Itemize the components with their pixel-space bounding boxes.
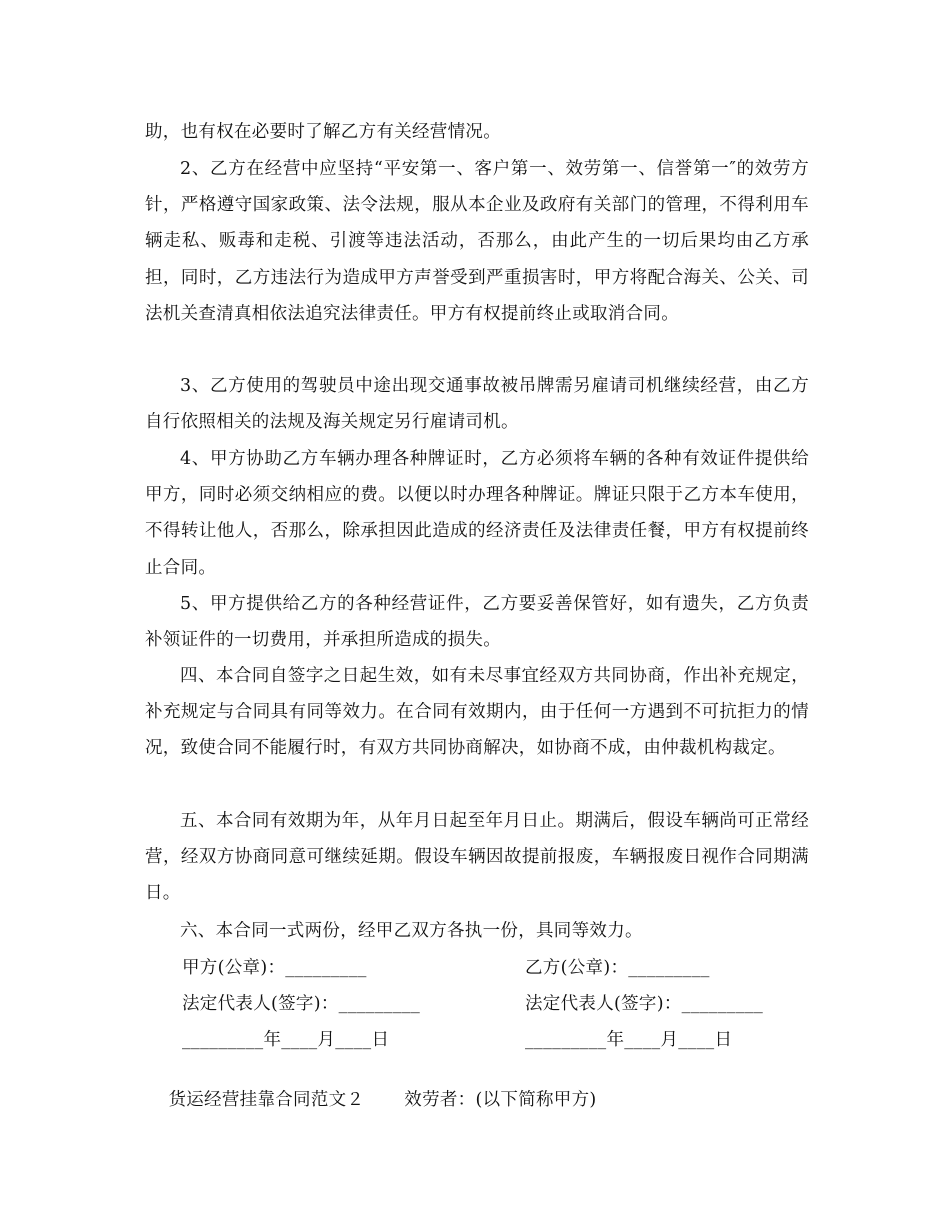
paragraph-section-6: 六、本合同一式两份，经甲乙双方各执一份，具同等效力。 (180, 921, 643, 941)
paragraph-clause-5: 5、甲方提供给乙方的各种经营证件，乙方要妥善保管好，如有遗失，乙方负责补领证件的一切费用，并承担所造成的损失。 (145, 594, 809, 651)
party-b-date-line: _________年____月____日 (525, 1030, 733, 1050)
party-b-representative-line: 法定代表人(签字)：_________ (525, 994, 764, 1014)
service-provider-label: 效劳者：(以下简称甲方) (404, 1090, 597, 1110)
party-a-representative-line: 法定代表人(签字)：_________ (182, 994, 421, 1014)
paragraph-clause-4: 4、甲方协助乙方车辆办理各种牌证时，乙方必须将车辆的各种有效证件提供给甲方，同时必须交纳相应的费。以便以时办理各种牌证。牌证只限于乙方本车使用，不得转让他人，否那么，除承担因此造成的经济责任及法律责任餐，甲方有权提前终止合同。 (145, 449, 809, 578)
paragraph-clause-2: 2、乙方在经营中应坚持“平安第一、客户第一、效劳第一、信誉第一″的效劳方针，严格遵守国家政策、法令法规，服从本企业及政府有关部门的管理，不得利用车辆走私、贩毒和走税、引渡等违法活动，否那么，由此产生的一切后果均由乙方承担，同时，乙方违法行为造成甲方声誉受到严重损害时，甲方将配合海关、公关、司法机关查清真相依法追究法律责任。甲方有权提前终止或取消合同。 (145, 159, 809, 324)
next-contract-heading (145, 1064, 597, 1136)
party-a-seal-line: 甲方(公章)：_________ (182, 958, 367, 978)
next-contract-title: 货运经营挂靠合同范文２ (168, 1090, 365, 1110)
paragraph-clause-3: 3、乙方使用的驾驶员中途出现交通事故被吊牌需另雇请司机继续经营，由乙方自行依照相关的法规及海关规定另行雇请司机。 (145, 376, 809, 433)
party-a-date-line: _________年____月____日 (182, 1030, 390, 1050)
paragraph-section-5: 五、本合同有效期为年，从年月日起至年月日止。期满后，假设车辆尚可正常经营，经双方协商同意可继续延期。假设车辆因故提前报废，车辆报废日视作合同期满日。 (145, 811, 809, 904)
party-b-seal-line: 乙方(公章)：_________ (525, 958, 710, 978)
paragraph-section-4: 四、本合同自签字之日起生效，如有未尽事宜经双方共同协商，作出补充规定，补充规定与合同具有同等效力。在合同有效期内，由于任何一方遇到不可抗拒力的情况，致使合同不能履行时，有双方共同协商解决，如协商不成，由仲裁机构裁定。 (145, 666, 809, 759)
paragraph-continuation: 助，也有权在必要时了解乙方有关经营情况。 (145, 122, 501, 142)
